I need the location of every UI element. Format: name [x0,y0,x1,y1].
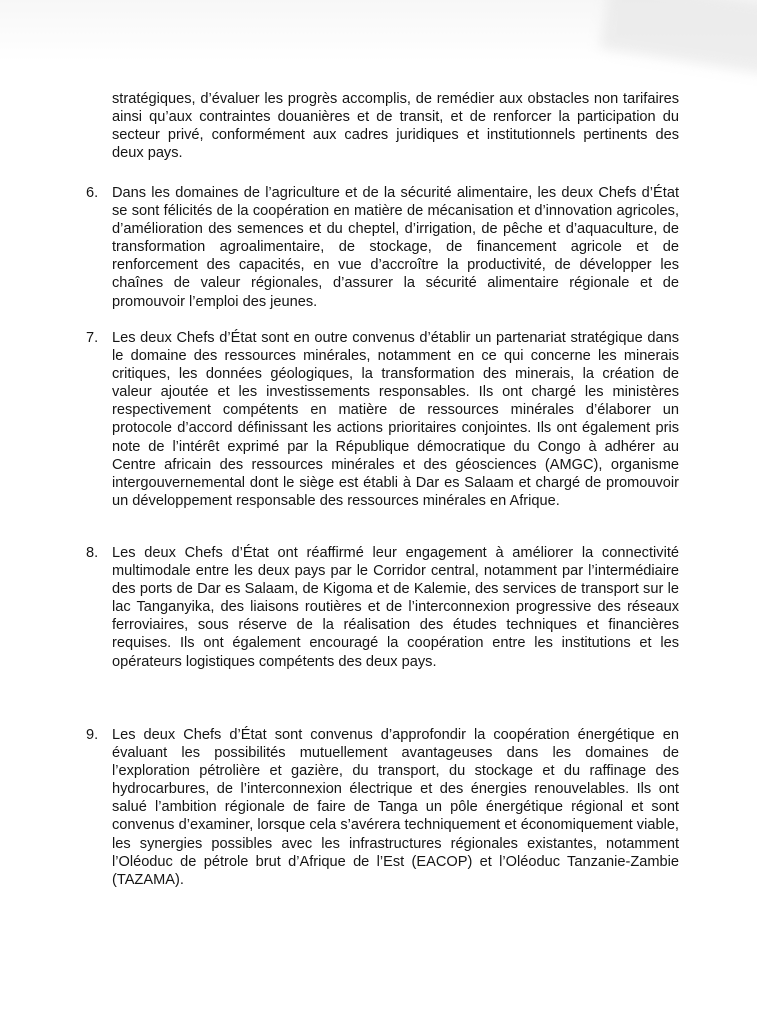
paragraph-number-7: 7. [86,330,99,346]
paragraph-number-6: 6. [86,185,99,201]
paragraph-number-9: 9. [86,727,99,743]
paragraph-6-text: Dans les domaines de l’agriculture et de la sécurité alimentaire, les deux Chefs d’État se sont félicités de la coopération en matière de mécanisation et d’innovation agricoles, d’amélioration des semences et du cheptel, d’irrigation, de pêche et d’aquaculture, de transformation agroalimentaire, de stockage, de financement agricole et de renforcement des capacités, en vue d’accroître la productivité, de développer les chaînes de valeur régionales, d’assurer la sécurité alimentaire régionale et de promouvoir l’emploi des jeunes. [112,185,679,310]
paragraph-8-text: Les deux Chefs d’État ont réaffirmé leur engagement à améliorer la connectivité multimodale entre les deux pays par le Corridor central, notamment par l’intermédiaire des ports de Dar es Salaam, de Kigoma et de Kalemie, des services de transport sur le lac Tanganyika, des liaisons routières et de l’interconnexion progressive des réseaux ferroviaires, sous réserve de la réalisation des études techniques et financières requises. Ils ont également encouragé la coopération entre les institutions et les opérateurs logistiques compétents des deux pays. [112,545,679,670]
continuation-paragraph: stratégiques, d’évaluer les progrès accomplis, de remédier aux obstacles non tarifaires ainsi qu’aux contraintes douanières et de transit, et de renforcer la participation du secteur privé, conformément aux cadres juridiques et institutionnels pertinents des deux pays. [112,91,679,162]
paragraph-9-text: Les deux Chefs d’État sont convenus d’approfondir la coopération énergétique en évaluant les possibilités mutuellement avantageuses dans les domaines de l’exploration pétrolière et gazière, du transport, du stockage et du raffinage des hydrocarbures, de l’interconnexion électrique et des énergies renouvelables. Ils ont salué l’ambition régionale de faire de Tanga un pôle énergétique régional et sont convenus d’examiner, lorsque cela s’avérera techniquement et économiquement viable, les synergies possibles avec les infrastructures régionales existantes, notamment l’Oléoduc de pétrole brut d’Afrique de l’Est (EACOP) et l’Oléoduc Tanzanie-Zambie (TAZAMA). [112,727,679,888]
paragraph-number-8: 8. [86,545,99,561]
paragraph-7-text: Les deux Chefs d’État sont en outre convenus d’établir un partenariat stratégique dans le domaine des ressources minérales, notamment en ce qui concerne les minerais critiques, les données géologiques, la transformation des minerais, la création de valeur ajoutée et les investissements responsables. Ils ont chargé les ministères respectivement compétents en matière de ressources minérales d’élaborer un protocole d’accord définissant les actions prioritaires conjointes. Ils ont également pris note de l’intérêt exprimé par la République démocratique du Congo à adhérer au Centre africain des ressources minérales et des géosciences (AMGC), organisme intergouvernemental dont le siège est établi à Dar es Salaam et chargé de promouvoir un développement responsable des ressources minérales en Afrique. [112,330,679,509]
page-fold-shadow [600,0,757,79]
